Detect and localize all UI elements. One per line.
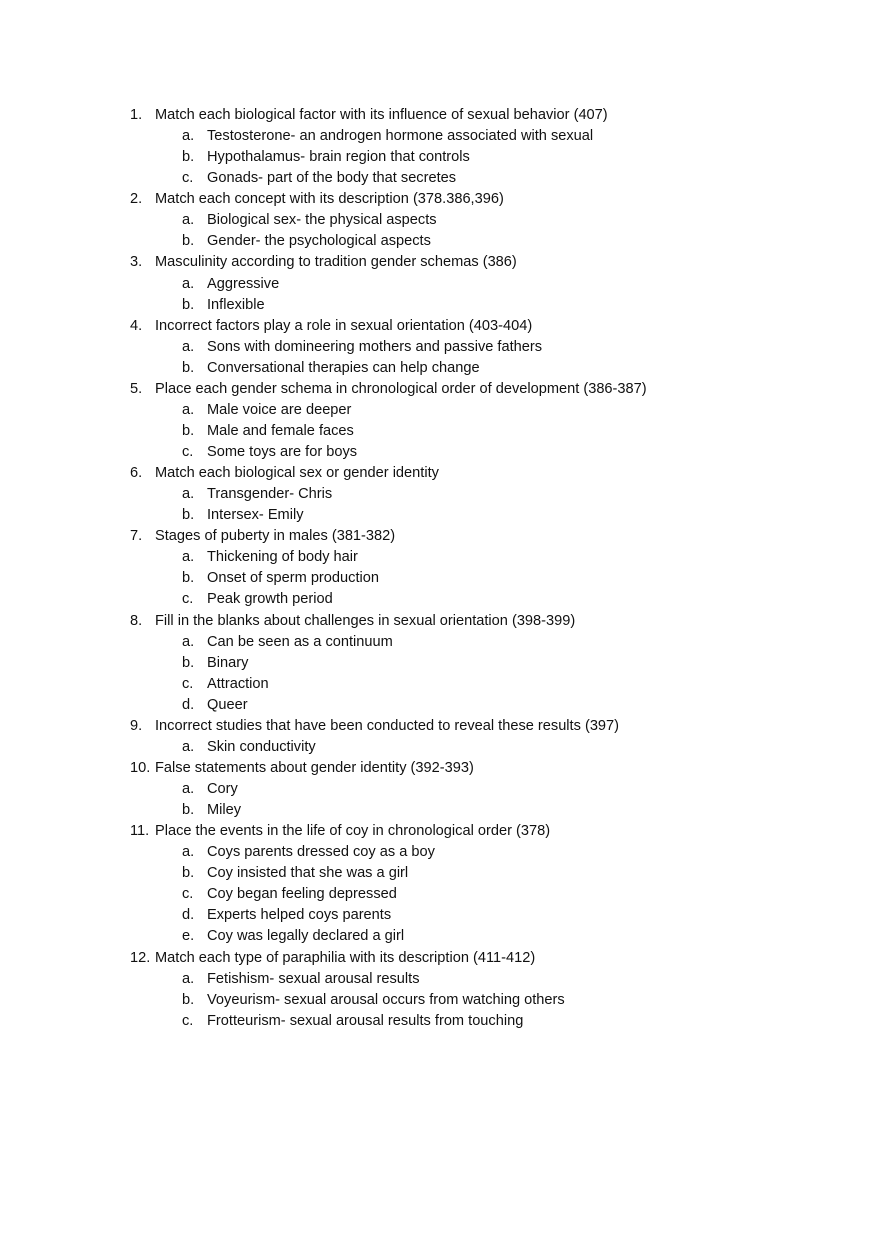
list-marker: b. [182, 991, 195, 1008]
list-marker: a. [182, 970, 195, 987]
list-marker: 9. [130, 717, 143, 734]
answer-item [0, 274, 880, 295]
question-text: Match each type of paraphilia with its description (411-412) [155, 949, 536, 966]
list-marker: a. [182, 212, 195, 229]
list-marker: 10. [130, 759, 151, 776]
answer-text: Transgender- Chris [207, 486, 333, 503]
answer-item [0, 969, 880, 990]
answer-text: Fetishism- sexual arousal results [207, 970, 420, 987]
answer-item [0, 337, 880, 358]
list-marker: c. [182, 444, 194, 460]
list-marker: a. [182, 844, 195, 861]
answer-text: Conversational therapies can help change [207, 359, 480, 376]
answer-item [0, 442, 880, 463]
question-text: Match each biological factor with its influence of sexual behavior (407) [155, 107, 608, 123]
answer-text: Voyeurism- sexual arousal occurs from watching others [207, 991, 565, 1008]
list-marker: b. [182, 865, 195, 882]
answer-item [0, 632, 880, 653]
answer-item [0, 484, 880, 505]
list-marker: a. [182, 486, 195, 503]
answer-item [0, 589, 880, 610]
answer-text: Peak growth period [207, 591, 333, 608]
question-item [0, 948, 880, 969]
answer-text: Cory [207, 781, 238, 797]
question-text: Fill in the blanks about challenges in sexual orientation (398-399) [155, 612, 576, 629]
answer-text: Coys parents dressed coy as a boy [207, 844, 435, 861]
answer-text: Experts helped coys parents [207, 907, 392, 924]
answer-item [0, 210, 880, 231]
list-marker: a. [182, 275, 195, 292]
answer-text: Male and female faces [207, 422, 354, 439]
list-marker: a. [182, 549, 195, 566]
list-marker: a. [182, 401, 195, 418]
question-item [0, 526, 880, 547]
answer-item [0, 400, 880, 421]
answer-text: Queer [207, 696, 248, 713]
document-page [0, 105, 880, 1032]
list-marker: c. [182, 170, 194, 187]
list-marker: 6. [130, 465, 143, 482]
list-marker: d. [182, 696, 195, 713]
answer-item [0, 842, 880, 863]
answer-text: Coy insisted that she was a girl [207, 865, 409, 882]
question-item [0, 189, 880, 210]
answer-item [0, 231, 880, 252]
answer-text: Coy was legally declared a girl [207, 928, 405, 945]
answer-text: Gender- the psychological aspects [207, 233, 431, 250]
answer-text: Miley [207, 802, 242, 819]
list-marker: a. [182, 633, 195, 650]
list-marker: b. [182, 359, 195, 376]
list-marker: 11. [130, 823, 150, 840]
list-marker: 3. [130, 254, 143, 271]
answer-text: Attraction [207, 675, 269, 692]
answer-text: Frotteurism- sexual arousal results from touching [207, 1012, 524, 1029]
list-marker: b. [182, 507, 195, 524]
answer-item [0, 168, 880, 189]
answer-item [0, 990, 880, 1011]
list-marker: a. [182, 128, 195, 145]
list-marker: b. [182, 233, 195, 250]
answer-item [0, 358, 880, 379]
list-marker: b. [182, 149, 195, 166]
answer-text: Hypothalamus- brain region that controls [207, 149, 470, 166]
answer-item [0, 568, 880, 589]
question-text: False statements about gender identity (392-393) [155, 759, 474, 776]
answer-item [0, 126, 880, 147]
answer-item [0, 800, 880, 821]
answer-text: Inflexible [207, 296, 265, 313]
answer-text: Testosterone- an androgen hormone associated with sexual [207, 128, 594, 145]
question-text: Match each concept with its description (378.386,396) [155, 191, 504, 208]
list-marker: 7. [130, 528, 143, 545]
list-marker: 8. [130, 612, 143, 629]
answer-item [0, 295, 880, 316]
answer-item [0, 863, 880, 884]
answer-text: Aggressive [207, 275, 280, 292]
answer-text: Sons with domineering mothers and passive fathers [207, 338, 543, 355]
list-marker: c. [182, 886, 194, 903]
answer-text: Coy began feeling depressed [207, 886, 397, 903]
question-text: Place the events in the life of coy in chronological order (378) [155, 823, 551, 840]
question-item [0, 463, 880, 484]
list-marker: b. [182, 296, 195, 313]
list-marker: e. [182, 928, 195, 945]
list-marker: 2. [130, 191, 143, 208]
question-text: Match each biological sex or gender identity [155, 465, 439, 482]
list-marker: 12. [130, 949, 151, 966]
answer-item [0, 1011, 880, 1032]
list-marker: b. [182, 422, 195, 439]
question-item [0, 758, 880, 779]
question-item [0, 252, 880, 273]
question-text: Place each gender schema in chronological order of development (386-387) [155, 380, 647, 397]
answer-text: Skin conductivity [207, 738, 316, 755]
question-text: Incorrect studies that have been conducted to reveal these results (397) [155, 717, 620, 734]
answer-item [0, 674, 880, 695]
answer-text: Some toys are for boys [207, 444, 358, 460]
answer-item [0, 884, 880, 905]
answer-item [0, 926, 880, 947]
list-marker: 4. [130, 317, 143, 334]
answer-text: Binary [207, 654, 249, 671]
list-marker: a. [182, 738, 195, 755]
list-marker: 1. [130, 107, 143, 123]
answer-text: Gonads- part of the body that secretes [207, 170, 457, 187]
list-marker: a. [182, 338, 195, 355]
question-item [0, 716, 880, 737]
answer-text: Biological sex- the physical aspects [207, 212, 437, 229]
answer-item [0, 653, 880, 674]
answer-text: Male voice are deeper [207, 401, 352, 418]
list-marker: b. [182, 570, 195, 587]
list-marker: b. [182, 802, 195, 819]
answer-item [0, 779, 880, 800]
answer-item [0, 547, 880, 568]
question-item [0, 611, 880, 632]
list-marker: 5. [130, 380, 143, 397]
question-text: Incorrect factors play a role in sexual orientation (403-404) [155, 317, 533, 334]
answer-item [0, 505, 880, 526]
answer-text: Onset of sperm production [207, 570, 379, 587]
question-item [0, 821, 880, 842]
question-text: Masculinity according to tradition gender schemas (386) [155, 254, 517, 271]
answer-item [0, 147, 880, 168]
list-marker: c. [182, 675, 194, 692]
answer-item [0, 737, 880, 758]
question-item [0, 379, 880, 400]
answer-text: Thickening of body hair [207, 549, 358, 566]
list-marker: b. [182, 654, 195, 671]
answer-item [0, 905, 880, 926]
list-marker: c. [182, 591, 194, 608]
question-item [0, 105, 880, 126]
answer-item [0, 421, 880, 442]
question-item [0, 316, 880, 337]
list-marker: a. [182, 781, 195, 797]
answer-item [0, 695, 880, 716]
answer-text: Intersex- Emily [207, 507, 304, 524]
answer-text: Can be seen as a continuum [207, 633, 393, 650]
list-marker: c. [182, 1012, 194, 1029]
question-text: Stages of puberty in males (381-382) [155, 528, 396, 545]
list-marker: d. [182, 907, 195, 924]
